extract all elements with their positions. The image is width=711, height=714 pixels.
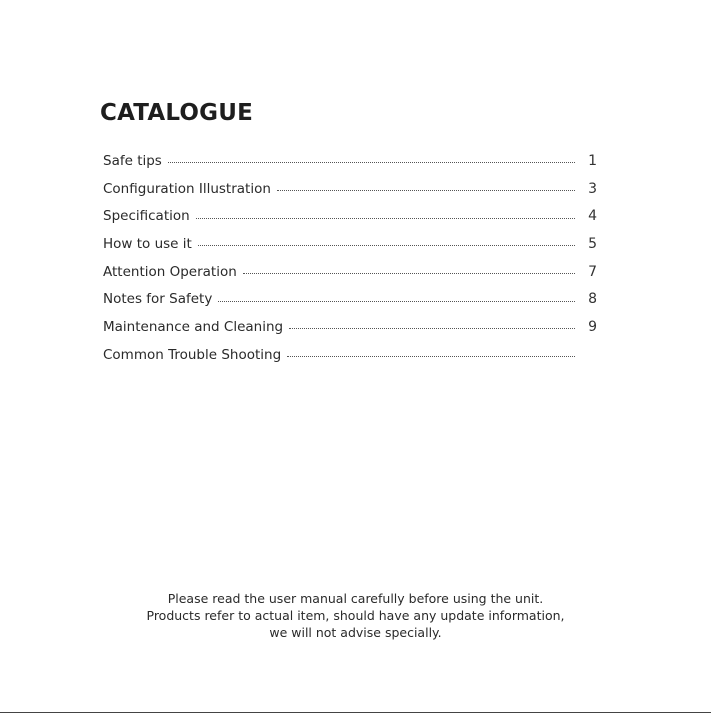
toc-entry [103, 285, 597, 313]
toc-entry [103, 202, 597, 230]
toc-entry-label: Safe tips [103, 152, 162, 169]
toc-entry-label: Configuration Illustration [103, 180, 271, 197]
toc-dot-leader [277, 190, 575, 191]
toc-entry-page: 7 [588, 263, 597, 280]
page-title: CATALOGUE [100, 100, 254, 126]
toc-entry [103, 258, 597, 286]
toc-entry [103, 230, 597, 258]
toc-entry-label: Maintenance and Cleaning [103, 318, 284, 335]
toc-entry [103, 341, 597, 369]
toc-dot-leader [243, 273, 575, 274]
notice-line: we will not advise specially. [269, 625, 442, 640]
table-of-contents [103, 147, 597, 369]
toc-entry-page: 3 [588, 180, 597, 197]
toc-entry-label: How to use it [103, 235, 192, 252]
toc-dot-leader [218, 301, 575, 302]
toc-dot-leader [196, 218, 575, 219]
toc-entry-label: Common Trouble Shooting [103, 346, 282, 363]
notice-line: Please read the user manual carefully before using the unit. [167, 591, 544, 606]
toc-entry-page: 5 [588, 235, 597, 252]
toc-entry [103, 313, 597, 341]
toc-entry-page: 4 [588, 208, 597, 225]
page-bottom-rule [0, 712, 711, 713]
toc-dot-leader [287, 356, 575, 357]
toc-entry-label: Notes for Safety [103, 291, 213, 308]
toc-entry-label: Specification [103, 208, 190, 225]
toc-entry-page: 1 [588, 152, 597, 169]
notice-line: Products refer to actual item, should have any update information, [146, 608, 565, 623]
toc-entry [103, 175, 597, 203]
toc-entry-page: 8 [588, 291, 597, 308]
toc-dot-leader [198, 245, 575, 246]
toc-dot-leader [168, 162, 575, 163]
toc-entry-label: Attention Operation [103, 263, 237, 280]
user-manual-notice [0, 590, 711, 641]
toc-entry-page: 9 [588, 318, 597, 335]
toc-dot-leader [289, 328, 575, 329]
toc-entry [103, 147, 597, 175]
